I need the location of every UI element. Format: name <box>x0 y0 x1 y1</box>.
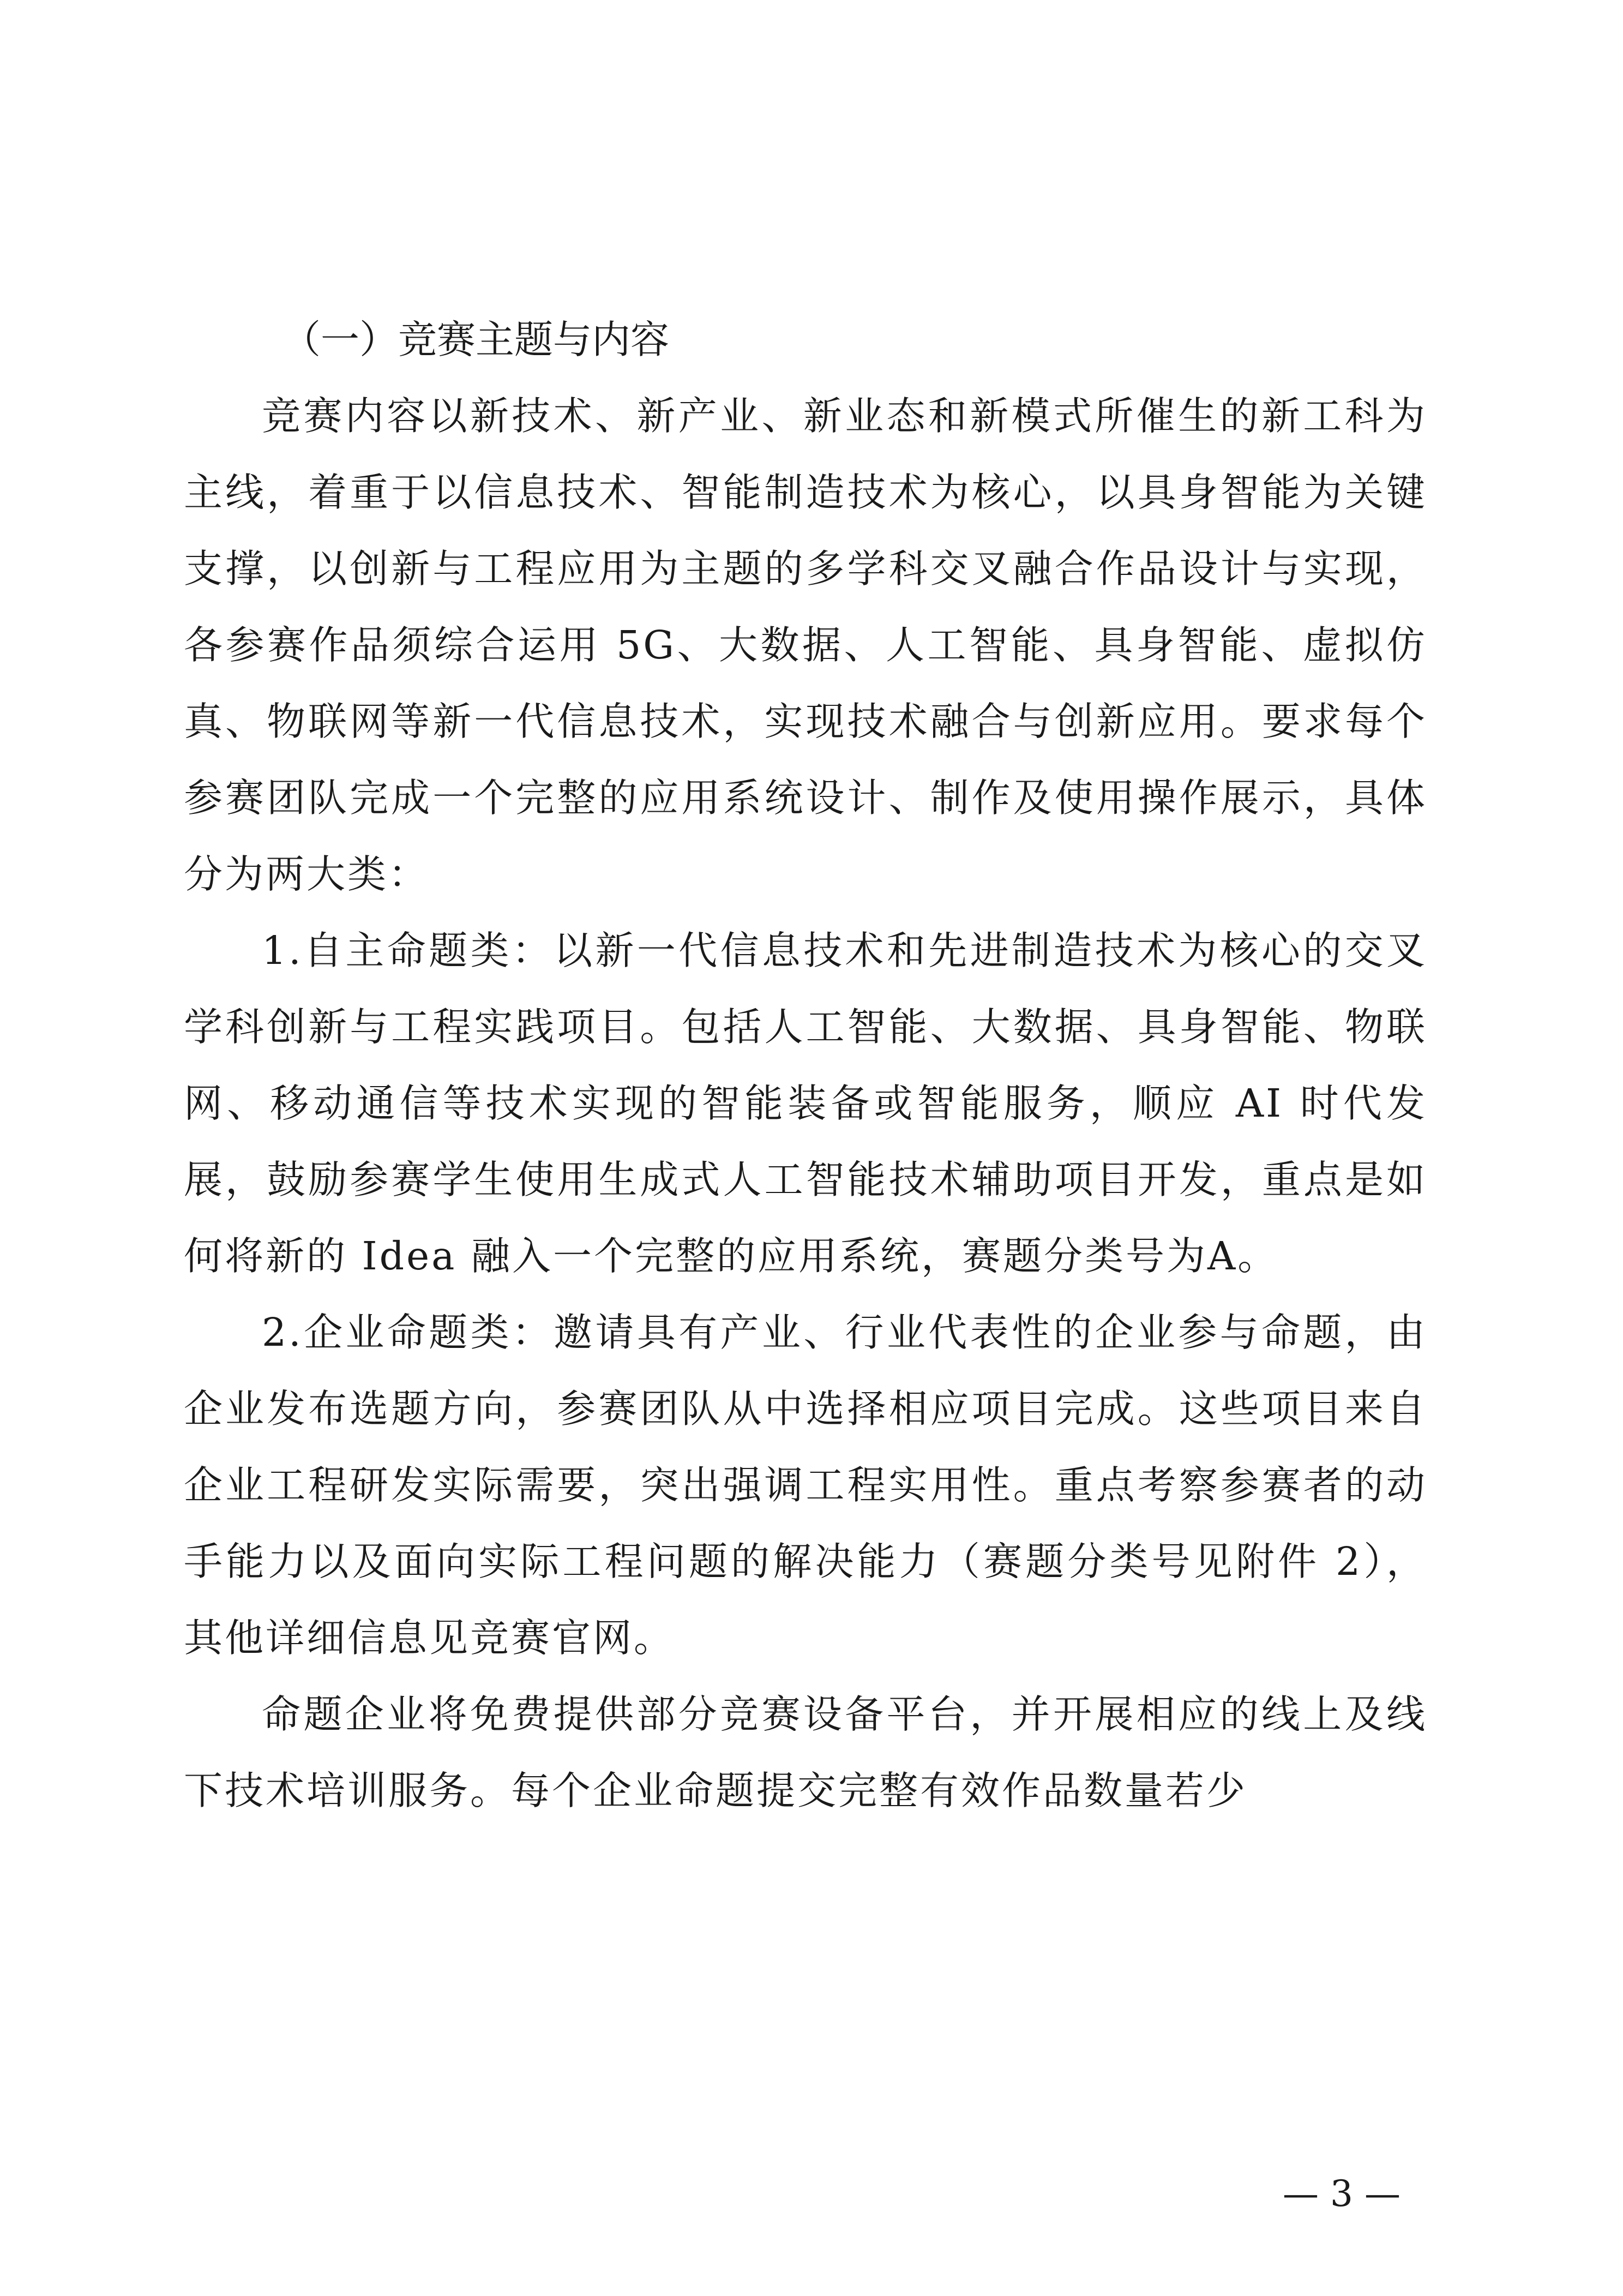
paragraph-enterprise-support: 命题企业将免费提供部分竞赛设备平台，并开展相应的线上及线下技术培训服务。每个企业命题提交完整有效作品数量若少 <box>184 1692 1427 1813</box>
paragraph-intro: 竞赛内容以新技术、新产业、新业态和新模式所催生的新工科为主线，着重于以信息技术、智能制造技术为核心，以具身智能为关键支撑，以创新与工程应用为主题的多学科交叉融合作品设计与实现，各参赛作品须综合运用 5G、大数据、人工智能、具身智能、虚拟仿真、物联网等新一代信息技术，实现技术融合与创新应用。要求每个参赛团队完成一个完整的应用系统设计、制作及使用操作展示，具体分为两大类： <box>184 393 1427 897</box>
section-heading: （一）竞赛主题与内容 <box>282 317 670 362</box>
page-number: — 3 — <box>1283 2173 1400 2215</box>
paragraph-self-proposed-category: 1.自主命题类：以新一代信息技术和先进制造技术为核心的交叉学科创新与工程实践项目。包括人工智能、大数据、具身智能、物联网、移动通信等技术实现的智能装备或智能服务，顺应 AI 时代发展，鼓励参赛学生使用生成式人工智能技术辅助项目开发，重点是如何将新的 Idea 融入一个完整的应用系统，赛题分类号为A。 <box>184 928 1427 1279</box>
document-body <box>184 302 1427 1829</box>
paragraph-enterprise-category: 2.企业命题类：邀请具有产业、行业代表性的企业参与命题，由企业发布选题方向，参赛团队从中选择相应项目完成。这些项目来自企业工程研发实际需要，突出强调工程实用性。重点考察参赛者的动手能力以及面向实际工程问题的解决能力（赛题分类号见附件 2），其他详细信息见竞赛官网。 <box>184 1310 1427 1660</box>
